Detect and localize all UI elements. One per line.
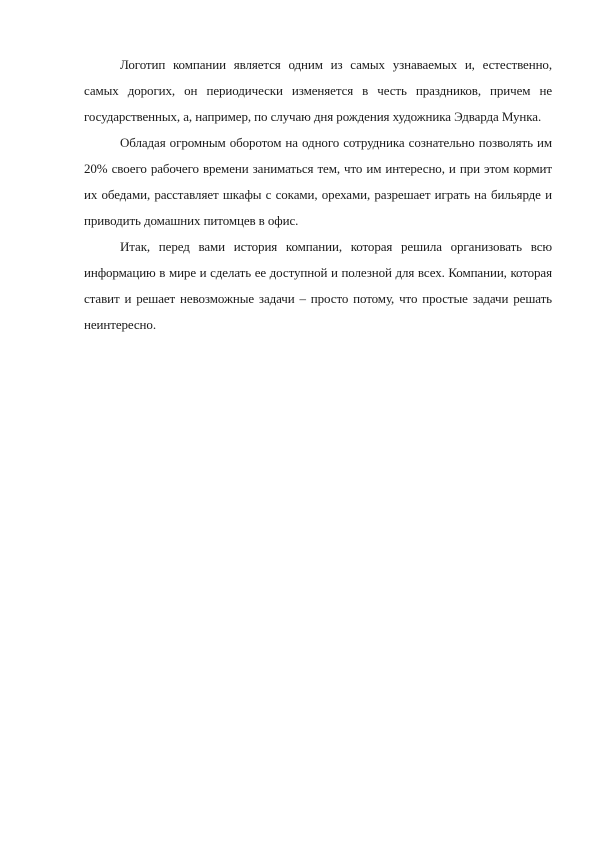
paragraph-logo: Логотип компании является одним из самых узнаваемых и, естественно, самых дорогих, он периодически изменяется в честь праздников, причем не государственных, а, например, по случаю дня рождения художника Эдварда Мунка. xyxy=(84,57,552,124)
paragraph-employees: Обладая огромным оборотом на одного сотрудника сознательно позволять им 20% своего рабочего времени заниматься тем, что им интересно, и при этом кормит их обедами, расставляет шкафы с соками, орехами, разрешает играть на бильярде и приводить домашних питомцев в офис. xyxy=(84,135,552,228)
document-body xyxy=(84,52,552,338)
paragraph-history: Итак, перед вами история компании, которая решила организовать всю информацию в мире и сделать ее доступной и полезной для всех. Компании, которая ставит и решает невозможные задачи – просто потому, что простые задачи решать неинтересно. xyxy=(84,239,552,332)
